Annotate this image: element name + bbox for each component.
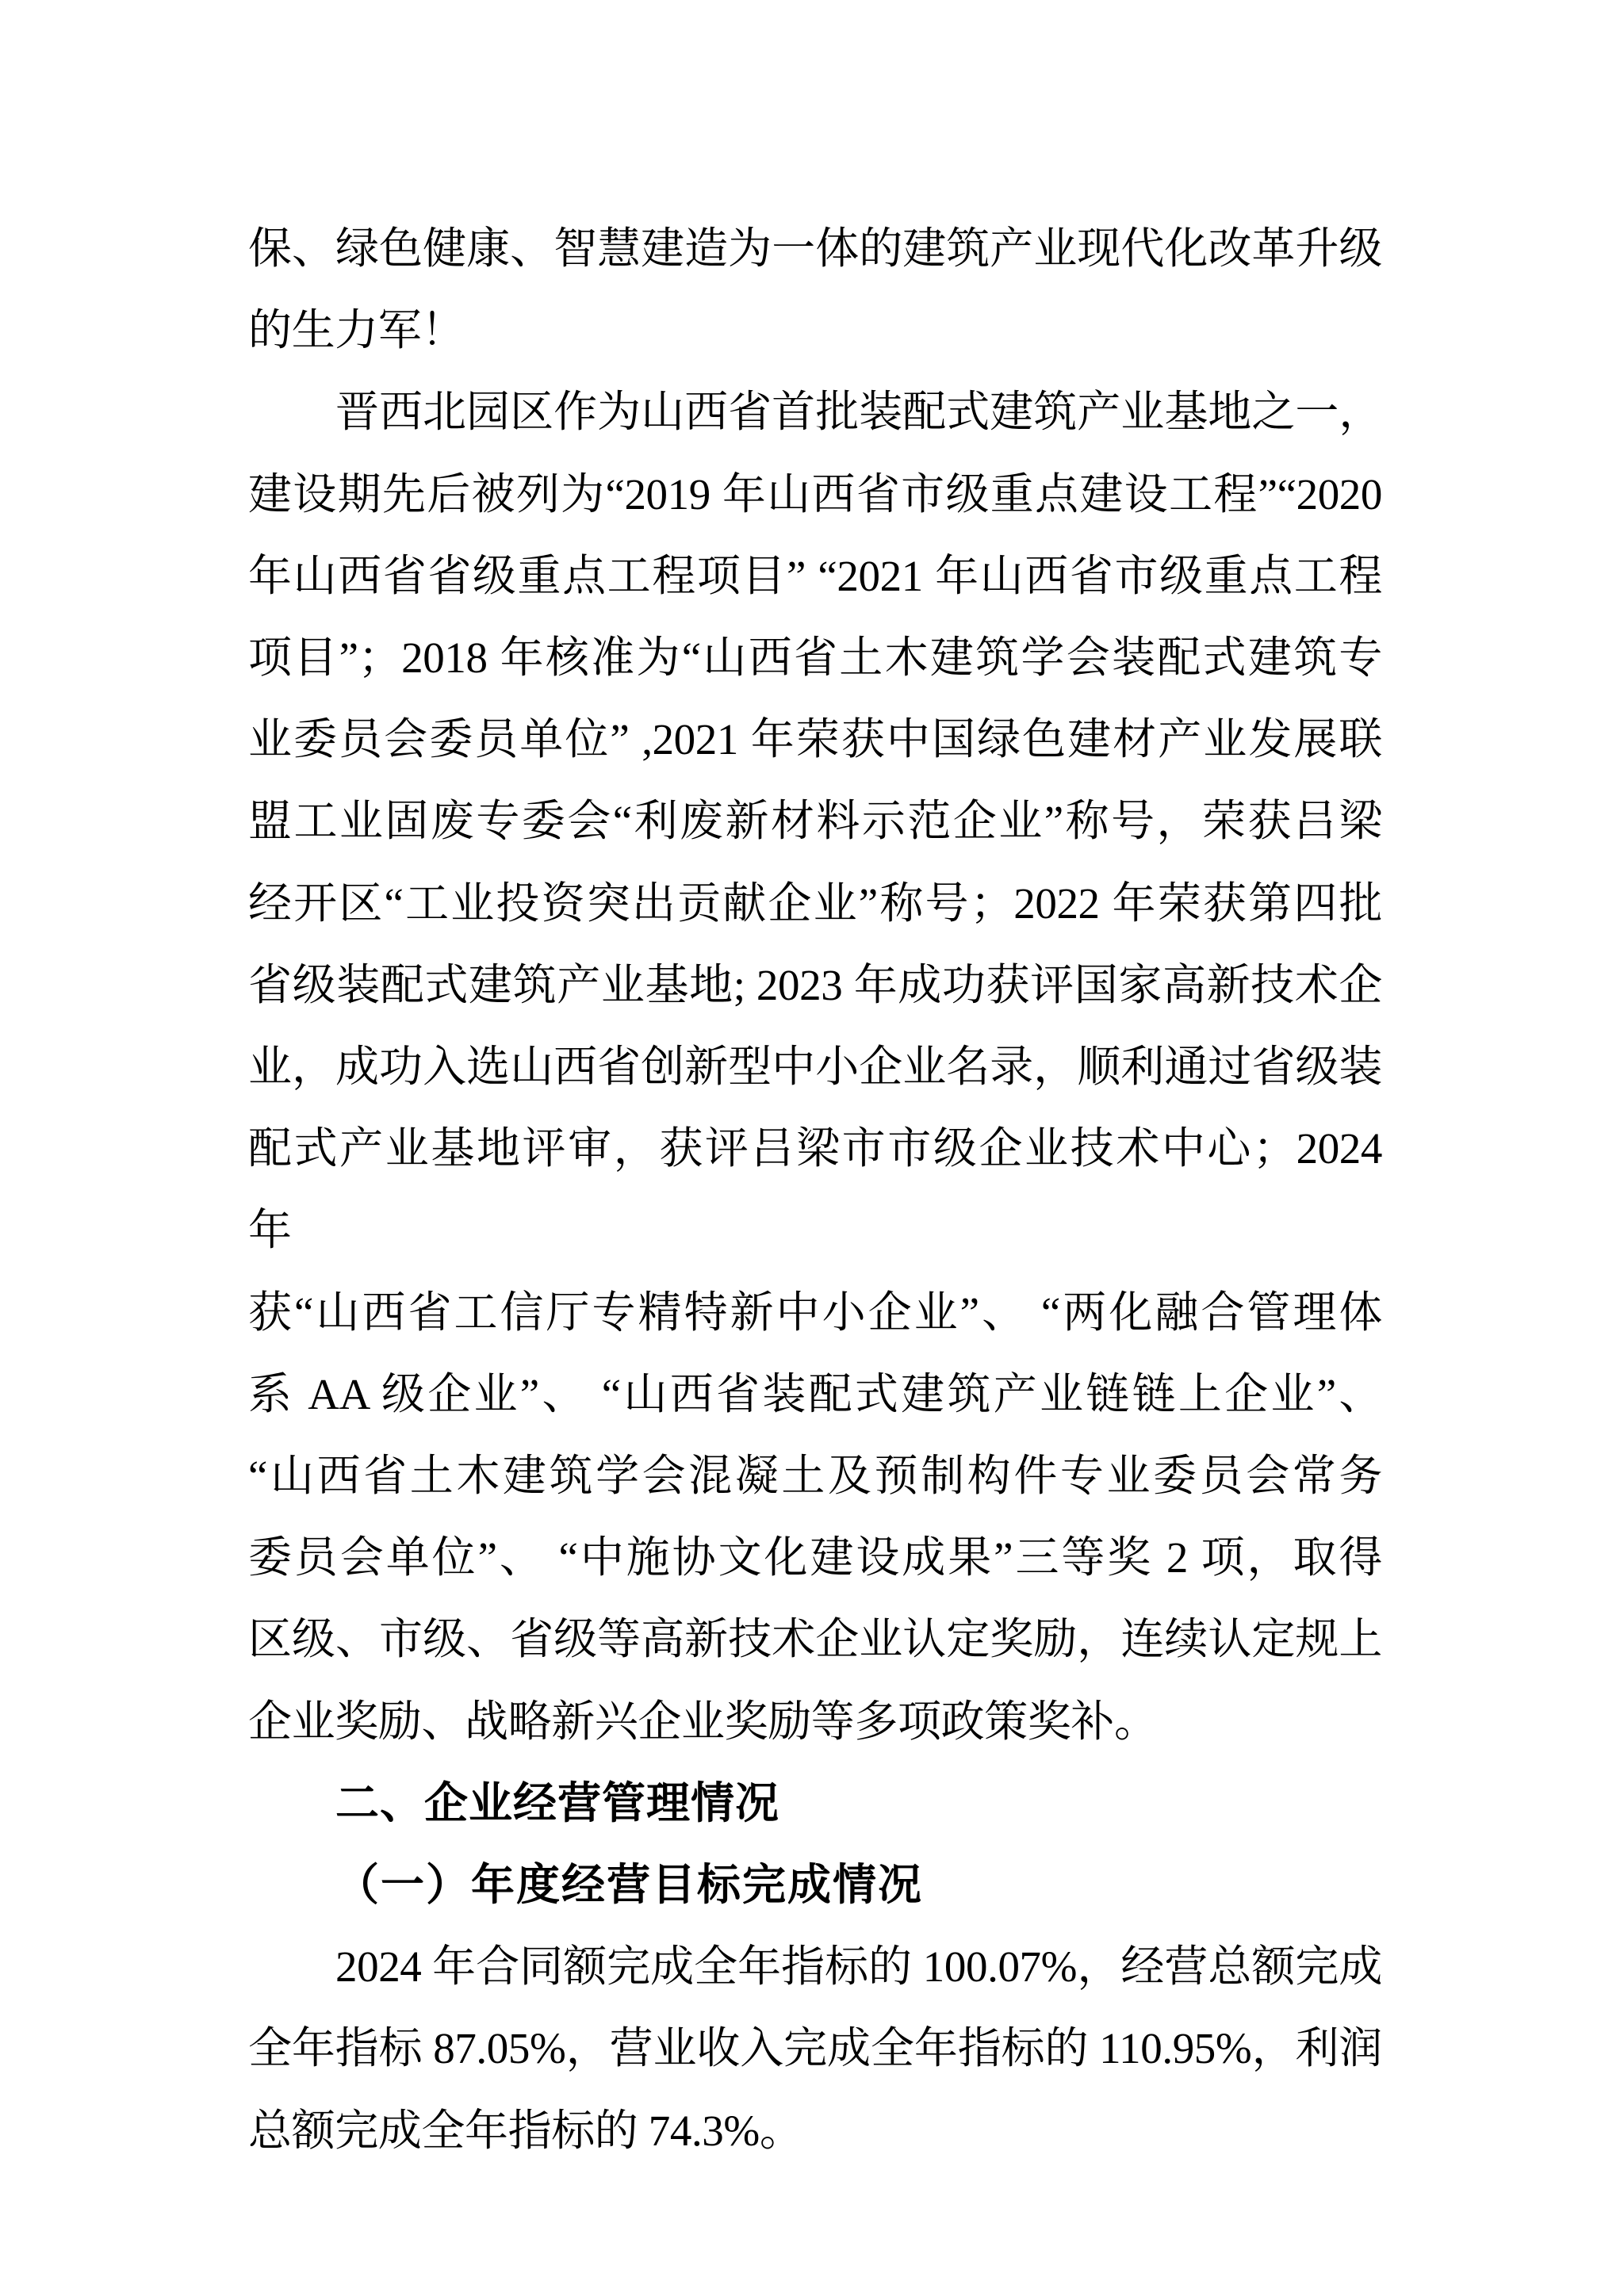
text-line: 保、绿色健康、智慧建造为一体的建筑产业现代化改革升级 <box>248 224 1382 273</box>
text-line: 业委员会委员单位” ,2021 年荣获中国绿色建材产业发展联 <box>248 715 1382 764</box>
text-line: 建设期先后被列为“2019 年山西省市级重点建设工程”“2020 <box>248 469 1382 519</box>
text-line: 系 AA 级企业”、 “山西省装配式建筑产业链链上企业”、 <box>248 1369 1382 1418</box>
text-line: “山西省土木建筑学会混凝土及预制构件专业委员会常务 <box>248 1452 1382 1501</box>
document-body <box>248 208 1382 2172</box>
text-line: 年山西省省级重点工程项目” “2021 年山西省市级重点工程 <box>248 551 1382 600</box>
text-line: 盟工业固废专委会“利废新材料示范企业”称号，荣获吕梁 <box>248 797 1382 846</box>
text-line: 经开区“工业投资突出贡献企业”称号；2022 年荣获第四批 <box>248 878 1382 928</box>
text-line: 配式产业基地评审，获评吕梁市市级企业技术中心；2024 年 <box>248 1124 1382 1255</box>
text-line: 业，成功入选山西省创新型中小企业名录，顺利通过省级装 <box>248 1043 1382 1092</box>
text-line: 2024 年合同额完成全年指标的 100.07%，经营总额完成 <box>335 1942 1382 1992</box>
text-line: 全年指标 87.05%，营业收入完成全年指标的 110.95%，利润 <box>248 2024 1382 2073</box>
text-line: 项目”；2018 年核准为“山西省土木建筑学会装配式建筑专 <box>248 633 1382 683</box>
text-line: 委员会单位”、 “中施协文化建设成果”三等奖 2 项，取得 <box>248 1533 1382 1582</box>
text-line: 企业奖励、战略新兴企业奖励等多项政策奖补。 <box>248 1697 1158 1746</box>
text-line: 二、企业经营管理情况 <box>335 1777 780 1827</box>
text-line: 的生力军！ <box>248 306 465 355</box>
text-line: 区级、市级、省级等高新技术企业认定奖励，连续认定规上 <box>248 1615 1382 1664</box>
text-line: 晋西北园区作为山西省首批装配式建筑产业基地之一， <box>335 388 1382 437</box>
text-line: 获“山西省工信厅专精特新中小企业”、 “两化融合管理体 <box>248 1288 1382 1337</box>
text-line: （一）年度经营目标完成情况 <box>335 1861 924 1910</box>
text-line: 省级装配式建筑产业基地; 2023 年成功获评国家高新技术企 <box>248 960 1382 1009</box>
text-line: 总额完成全年指标的 74.3%。 <box>248 2106 803 2155</box>
